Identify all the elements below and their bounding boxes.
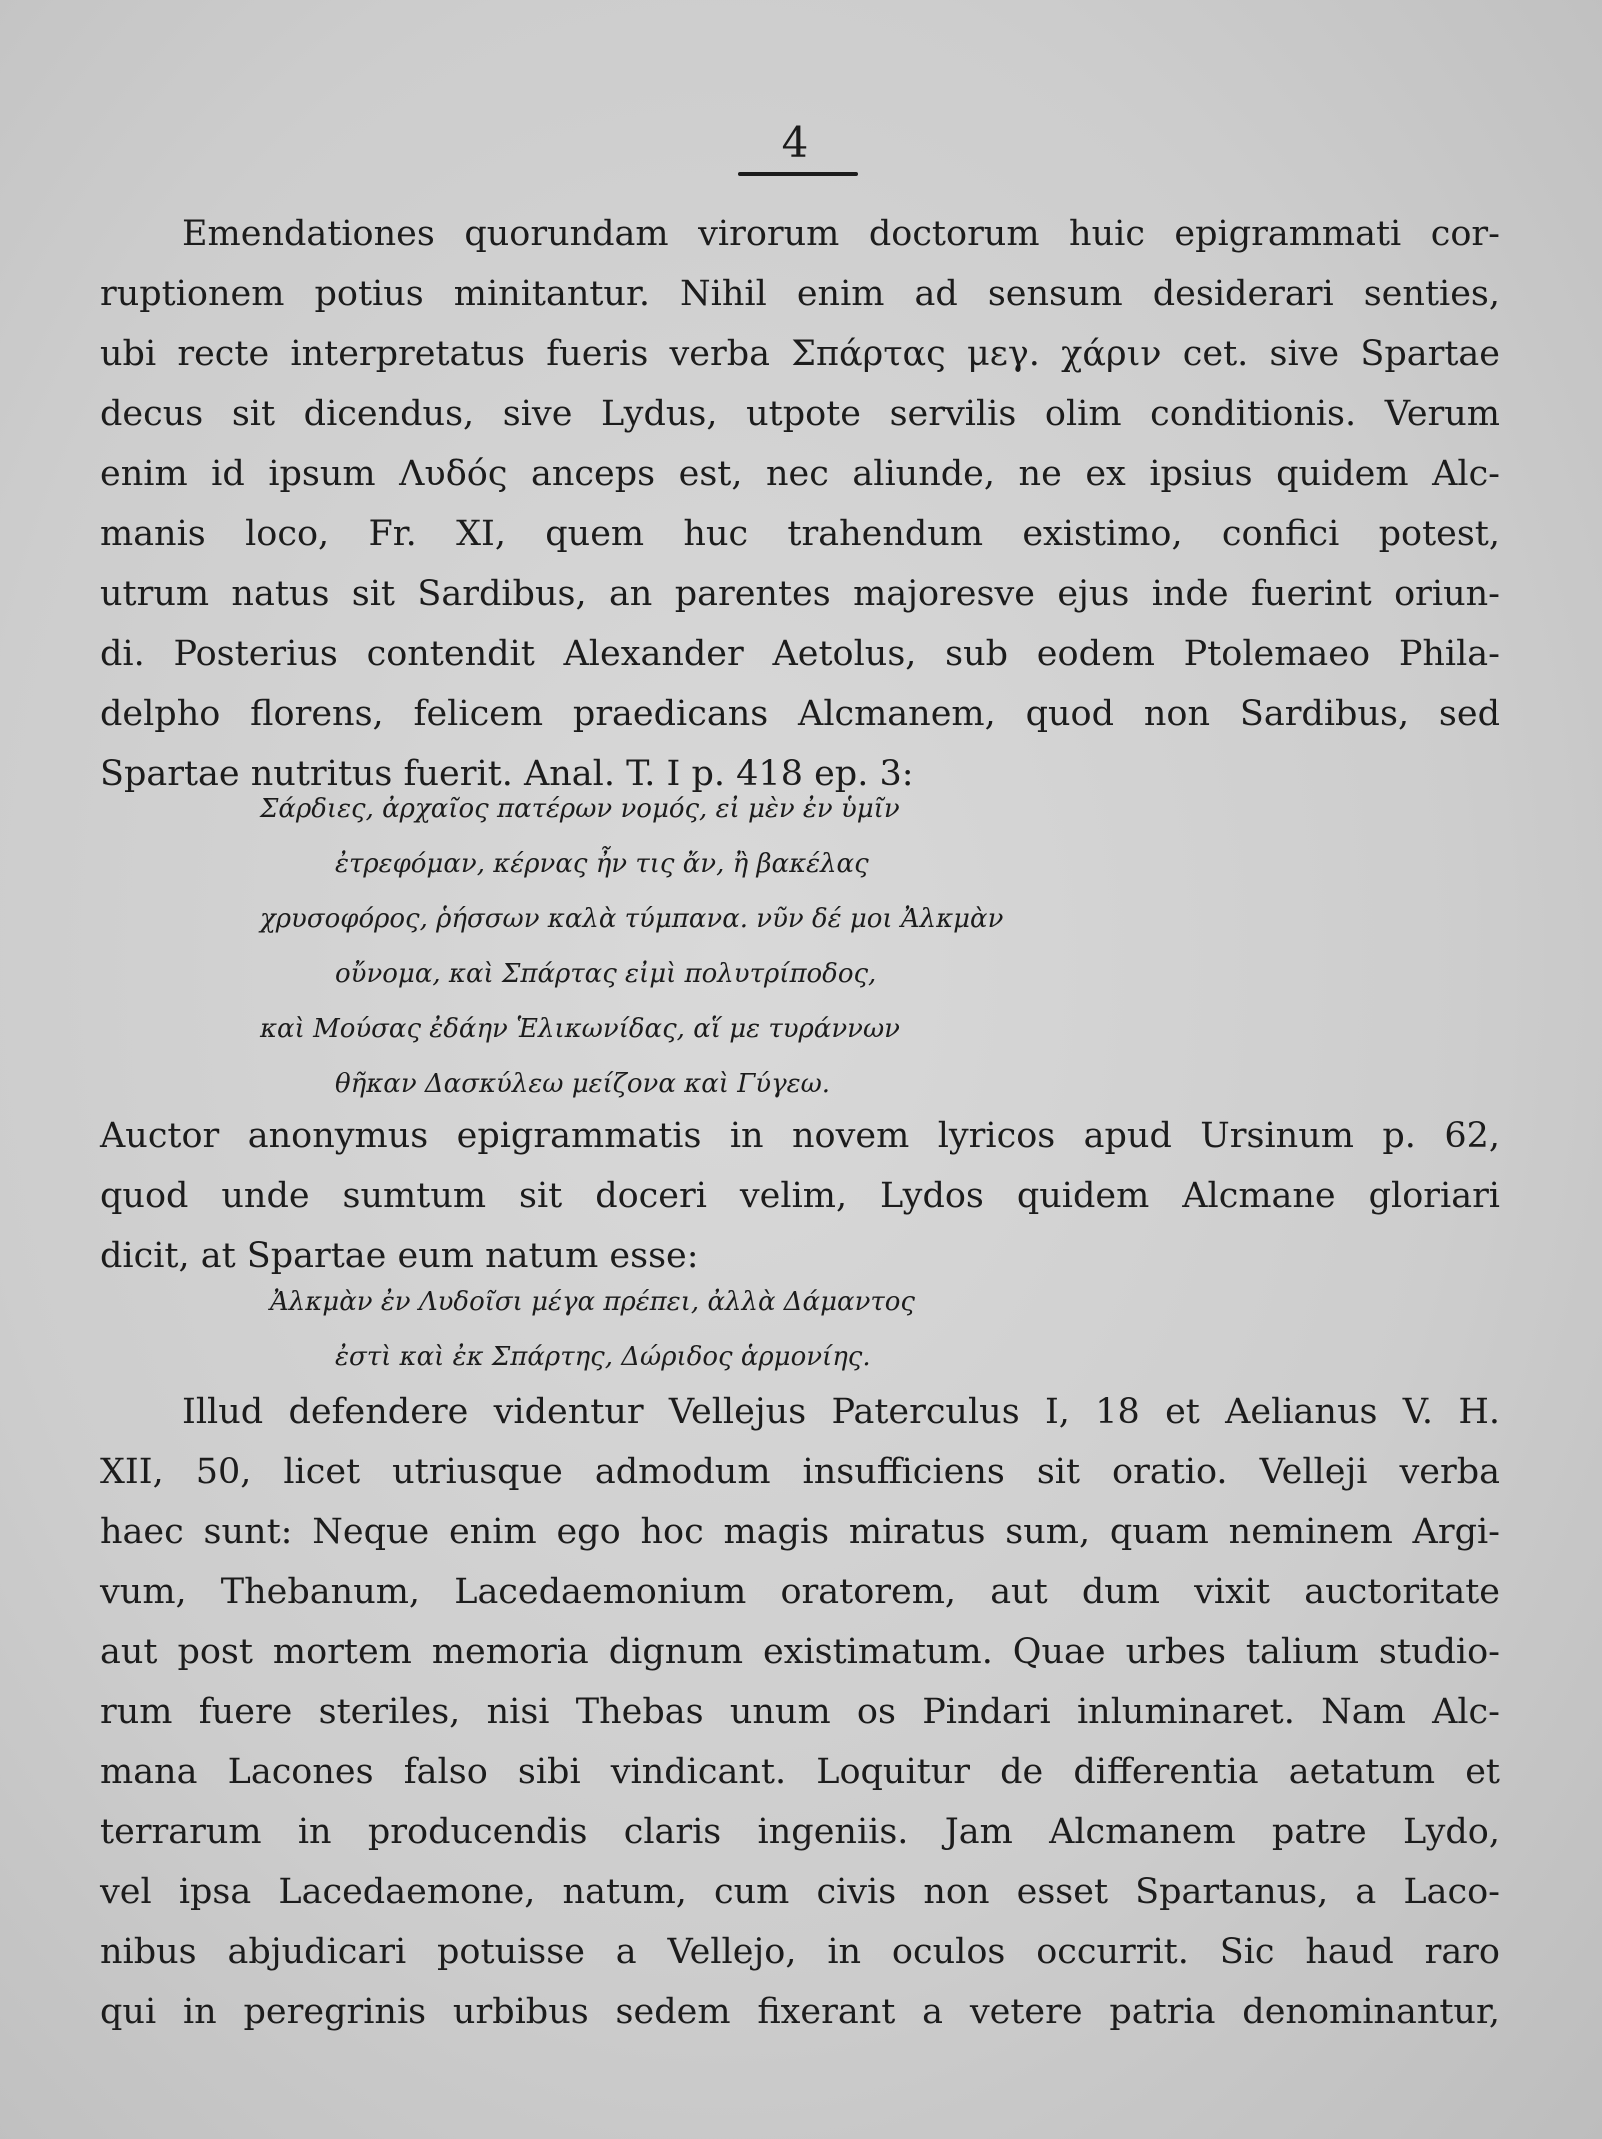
text-line: Illud defendere videntur Vellejus Paterculus I, 18 et Aelianus V. H.: [182, 1392, 1500, 1432]
greek-verse-line: καὶ Μούσας ἐδάην Ἑλικωνίδας, αἵ με τυράννων: [260, 1014, 900, 1044]
greek-verse-line: οὔνομα, καὶ Σπάρτας εἰμὶ πολυτρίποδος,: [335, 959, 877, 989]
text-line: di. Posterius contendit Alexander Aetolus, sub eodem Ptolemaeo Phila-: [100, 634, 1500, 674]
greek-verse-line: Σάρδιες, ἀρχαῖος πατέρων νομός, εἰ μὲν ἐν ὑμῖν: [260, 794, 900, 824]
paragraph-emendationes: [100, 204, 1500, 804]
text-line: delpho florens, felicem praedicans Alcmanem, quod non Sardibus, sed: [100, 694, 1500, 734]
greek-verse-line: Ἀλκμὰν ἐν Λυδοῖσι μέγα πρέπει, ἀλλὰ Δάμαντος: [270, 1287, 915, 1317]
greek-quote-sardies: [100, 782, 1500, 1112]
page-number-rule: [738, 172, 858, 176]
text-line: quod unde sumtum sit doceri velim, Lydos quidem Alcmane gloriari: [100, 1176, 1500, 1216]
text-line: ubi recte interpretatus fueris verba Σπάρτας μεγ. χάριν cet. sive Spartae: [100, 334, 1500, 374]
text-line: manis loco, Fr. XI, quem huc trahendum existimo, confici potest,: [100, 514, 1500, 554]
text-line: Spartae nutritus fuerit. Anal. T. I p. 418 ep. 3:: [100, 754, 914, 794]
paragraph-auctor-anonymus: [100, 1106, 1500, 1286]
text-line: Emendationes quorundam virorum doctorum huic epigrammati cor-: [182, 214, 1500, 254]
text-line: rum fuere steriles, nisi Thebas unum os Pindari inluminaret. Nam Alc-: [100, 1692, 1500, 1732]
text-line: terrarum in producendis claris ingeniis. Jam Alcmanem patre Lydo,: [100, 1812, 1500, 1852]
text-line: qui in peregrinis urbibus sedem fixerant a vetere patria denominantur,: [100, 1992, 1500, 2032]
text-line: haec sunt: Neque enim ego hoc magis miratus sum, quam neminem Argi-: [100, 1512, 1500, 1552]
paragraph-illud-defendere: [100, 1382, 1500, 2042]
text-line: enim id ipsum Λυδός anceps est, nec aliunde, ne ex ipsius quidem Alc-: [100, 454, 1500, 494]
page-number: 4: [781, 118, 809, 167]
text-line: XII, 50, licet utriusque admodum insufficiens sit oratio. Velleji verba: [100, 1452, 1500, 1492]
text-line: nibus abjudicari potuisse a Vellejo, in oculos occurrit. Sic haud raro: [100, 1932, 1500, 1972]
text-line: vum, Thebanum, Lacedaemonium oratorem, aut dum vixit auctoritate: [100, 1572, 1500, 1612]
text-line: vel ipsa Lacedaemone, natum, cum civis non esset Spartanus, a Laco-: [100, 1872, 1500, 1912]
greek-verse-line: ἐτρεφόμαν, κέρνας ἦν τις ἄν, ἢ βακέλας: [335, 849, 869, 879]
greek-quote-alkman: [100, 1275, 1500, 1385]
text-line: Auctor anonymus epigrammatis in novem lyricos apud Ursinum p. 62,: [100, 1116, 1500, 1156]
greek-verse-line: ἐστὶ καὶ ἐκ Σπάρτης, Δώριδος ἁρμονίης.: [335, 1342, 871, 1372]
text-line: utrum natus sit Sardibus, an parentes majoresve ejus inde fuerint oriun-: [100, 574, 1500, 614]
text-line: mana Lacones falso sibi vindicant. Loquitur de differentia aetatum et: [100, 1752, 1500, 1792]
text-line: decus sit dicendus, sive Lydus, utpote servilis olim conditionis. Verum: [100, 394, 1500, 434]
greek-verse-line: θῆκαν Δασκύλεω μείζονα καὶ Γύγεω.: [335, 1069, 831, 1099]
greek-verse-line: χρυσοφόρος, ῥήσσων καλὰ τύμπανα. νῦν δέ μοι Ἀλκμὰν: [260, 904, 1004, 934]
text-line: aut post mortem memoria dignum existimatum. Quae urbes talium studio-: [100, 1632, 1500, 1672]
text-line: dicit, at Spartae eum natum esse:: [100, 1236, 699, 1276]
text-line: ruptionem potius minitantur. Nihil enim ad sensum desiderari senties,: [100, 274, 1500, 314]
